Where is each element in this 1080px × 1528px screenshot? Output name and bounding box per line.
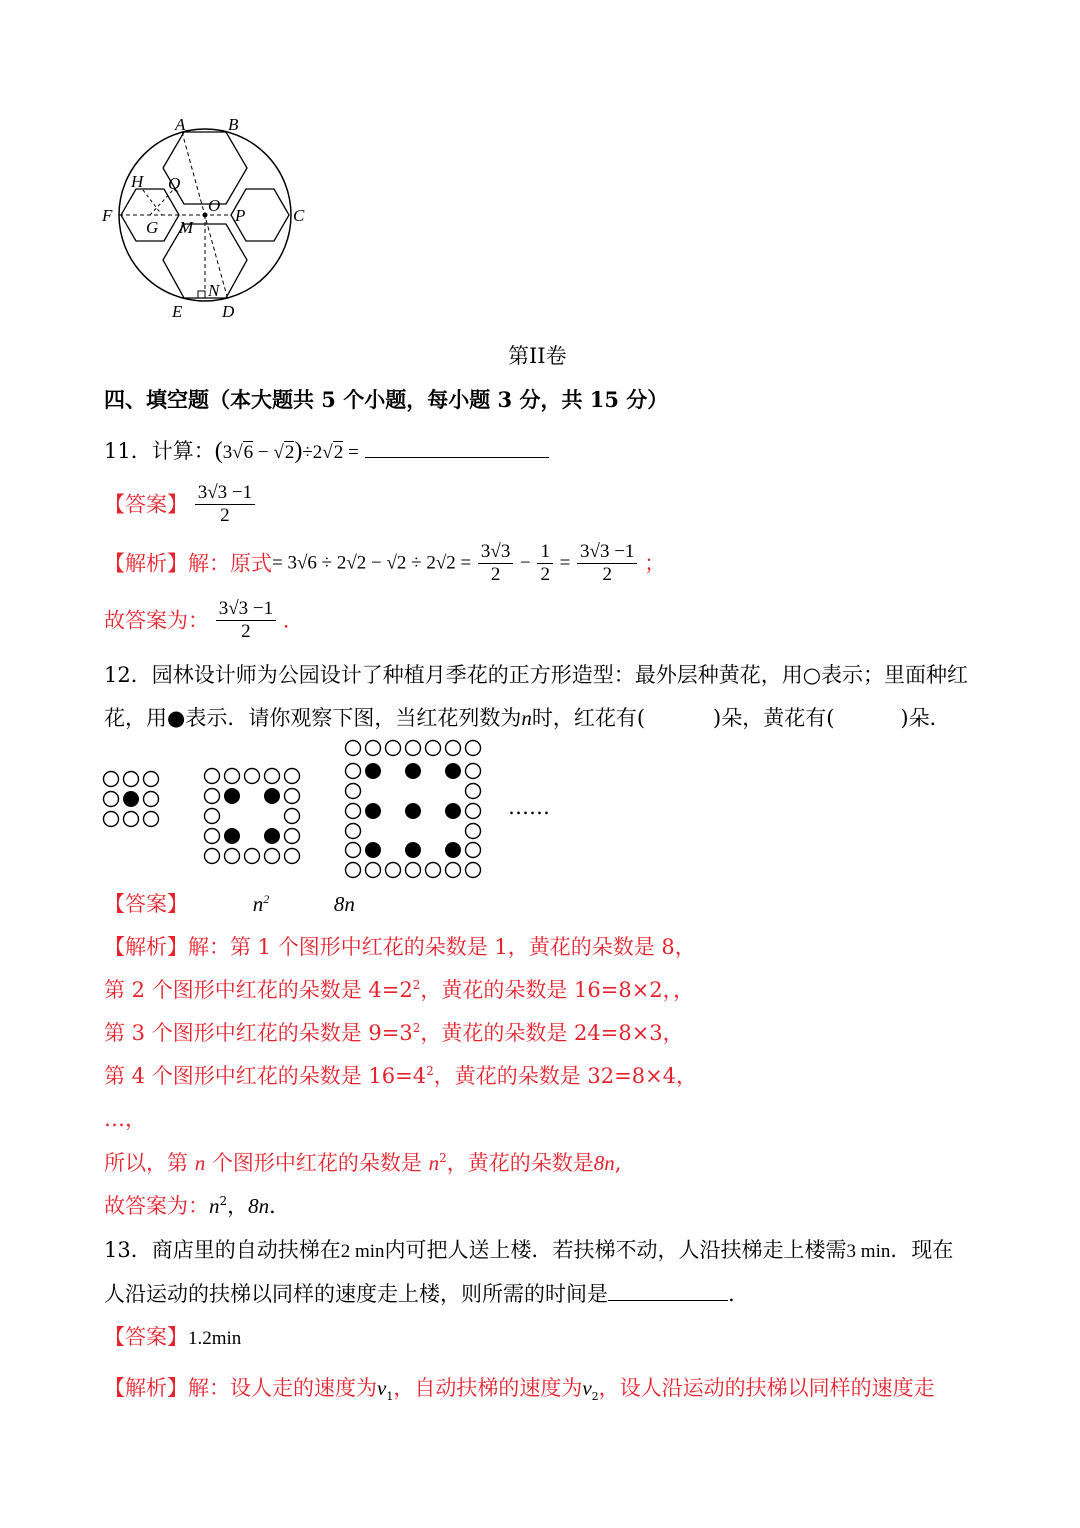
q11-open-paren: ( xyxy=(214,438,223,464)
q11-analysis-expr: = 3√6 ÷ 2√2 − √2 ÷ 2√2 = xyxy=(272,552,472,574)
label-F: F xyxy=(102,206,113,225)
q11-analysis-lead: 解：原式 xyxy=(188,551,272,576)
q12-line2-n: n xyxy=(521,706,532,730)
label-Q: Q xyxy=(168,174,181,193)
q12-line2-a: 花，用●表示．请你观察下图，当红花列数为 xyxy=(104,706,522,730)
q11-analysis-tag: 【解析】 xyxy=(104,551,188,576)
label-G: G xyxy=(146,218,159,237)
right-angle-mark xyxy=(198,291,205,298)
q11-close-paren: ) xyxy=(294,438,303,464)
center-point xyxy=(203,213,208,218)
q11-eq: = xyxy=(343,442,359,463)
q12-line1: 12．园林设计师为公园设计了种植月季花的正方形造型：最外层种黄花，用○表示；里面种红 xyxy=(104,663,969,687)
q11-answer-tag: 【答案】 xyxy=(104,492,188,517)
q11-fraction-2 xyxy=(537,541,553,586)
q12-analysis-line3: 第 3 个图形中红花的朵数是 $9=3^2$，黄花的朵数是 24=8×3， xyxy=(104,1021,684,1045)
q11-analysis xyxy=(104,541,665,586)
geometry-figure xyxy=(95,110,325,325)
q12-line2-d: )朵． xyxy=(900,706,951,730)
q11-f2-den: 2 xyxy=(540,564,550,585)
q12-line2-c: )朵，黄花有( xyxy=(713,706,835,730)
q11-f1-num: 3√3 xyxy=(478,541,513,564)
q11-conclusion xyxy=(104,598,289,643)
q11-fraction-1 xyxy=(478,541,513,586)
q11-f3-num: 3√3 −1 xyxy=(577,541,637,564)
label-D: D xyxy=(222,302,235,321)
label-M: M xyxy=(179,218,194,237)
label-C: C xyxy=(293,206,305,225)
hexagon-top xyxy=(163,132,247,204)
q11-minus-sign: − xyxy=(520,552,531,574)
q11-question: 11．计算：(3√6 − √2)÷2√2 = xyxy=(104,437,549,467)
q11-answer-fraction xyxy=(195,482,255,527)
q11-rad3: 2 xyxy=(333,442,344,463)
q13-line2: 人沿运动的扶梯以同样的速度走上楼，则所需的时间是 . xyxy=(104,1282,735,1306)
label-B: B xyxy=(228,115,239,134)
q11-conclusion-period: . xyxy=(282,608,290,633)
q11-eq-sign: = xyxy=(559,552,571,574)
q11-number: 11．计算： xyxy=(104,439,215,463)
q12-analysis-line6: 所以，第 n 个图形中红花的朵数是 $n^2$，黄花的朵数是8n, xyxy=(104,1151,622,1175)
q13-time2: 3 min xyxy=(846,1241,891,1262)
q12-analysis-line2: 第 2 个图形中红花的朵数是 $4=2^2$，黄花的朵数是 16=8×2，， xyxy=(104,978,695,1002)
q13-answer xyxy=(104,1323,241,1353)
q12-analysis-line4: 第 4 个图形中红花的朵数是 $16=4^2$，黄花的朵数是 32=8×4， xyxy=(104,1064,698,1088)
q13-analysis-tag: 【解析】 xyxy=(104,1376,188,1400)
q11-a: 3 xyxy=(222,442,233,463)
q11-conclusion-num: 3√3 −1 xyxy=(216,598,276,621)
q11-div: ÷2 xyxy=(302,442,323,463)
q11-minus: − xyxy=(253,442,274,463)
q11-answer-den: 2 xyxy=(220,505,230,526)
dashed-gq xyxy=(150,190,173,215)
q12-answer-1: $n^2$ xyxy=(252,892,270,916)
q11-conclusion-lead: 故答案为： xyxy=(104,608,209,633)
section4-heading: 四、填空题（本大题共 5 个小题，每小题 3 分，共 15 分） xyxy=(104,387,669,412)
q11-f1-den: 2 xyxy=(490,564,501,585)
q12-answer xyxy=(104,890,355,918)
q13-answer-tag: 【答案】 xyxy=(104,1325,188,1349)
q11-rad2: 2 xyxy=(284,442,295,463)
q11-fraction-3 xyxy=(577,541,637,586)
q12-analysis-line1 xyxy=(104,933,696,961)
flower-pattern-1 xyxy=(102,770,160,828)
label-N: N xyxy=(208,281,220,300)
label-E: E xyxy=(172,302,183,321)
q11-f3-den: 2 xyxy=(602,564,612,585)
label-P: P xyxy=(235,206,246,225)
q11-answer-blank[interactable] xyxy=(365,439,549,458)
q12-analysis-a1: 解：第 1 个图形中红花的朵数是 1，黄花的朵数是 8， xyxy=(188,935,696,959)
q11-answer-num: 3√3 −1 xyxy=(195,482,255,505)
flower-pattern-2 xyxy=(203,767,301,865)
q13-time1: 2 min xyxy=(340,1241,385,1262)
q13-analysis: 【解析】解：设人走的速度为$v_1$，自动扶梯的速度为$v_2$，设人沿运动的扶梯以同样的速度走 xyxy=(104,1376,935,1404)
dashed-hg xyxy=(143,190,162,215)
q13-answer-blank[interactable] xyxy=(608,1282,728,1301)
q12-line2-b: 时，红花有( xyxy=(531,706,646,730)
q13-answer-value: 1.2min xyxy=(188,1328,242,1349)
q11-rad1: 6 xyxy=(243,442,254,463)
section-title: 第II卷 xyxy=(508,344,567,368)
flower-pattern-3 xyxy=(344,739,482,879)
label-H: H xyxy=(131,172,144,191)
q12-conclusion: 故答案为：$n^2$，8n． xyxy=(104,1194,291,1218)
q11-f2-num: 1 xyxy=(537,541,553,564)
q11-conclusion-den: 2 xyxy=(241,621,251,642)
q11-conclusion-fraction xyxy=(216,598,276,643)
q12-answer-2: 8n xyxy=(333,892,355,916)
label-O: O xyxy=(208,196,221,215)
q12-analysis-line5: …， xyxy=(104,1107,146,1131)
q12-answer-tag: 【答案】 xyxy=(104,892,188,916)
q12-analysis-tag: 【解析】 xyxy=(104,935,188,959)
q11-semicolon: ； xyxy=(644,551,666,576)
label-A: A xyxy=(175,115,186,134)
q13-line1: 13．商店里的自动扶梯在2 min内可把人送上楼．若扶梯不动，人沿扶梯走上楼需3 min．现在 xyxy=(104,1238,954,1262)
q11-answer xyxy=(104,482,255,527)
q12-line2 xyxy=(104,704,951,732)
q12-pattern-ellipsis: …… xyxy=(508,795,550,819)
